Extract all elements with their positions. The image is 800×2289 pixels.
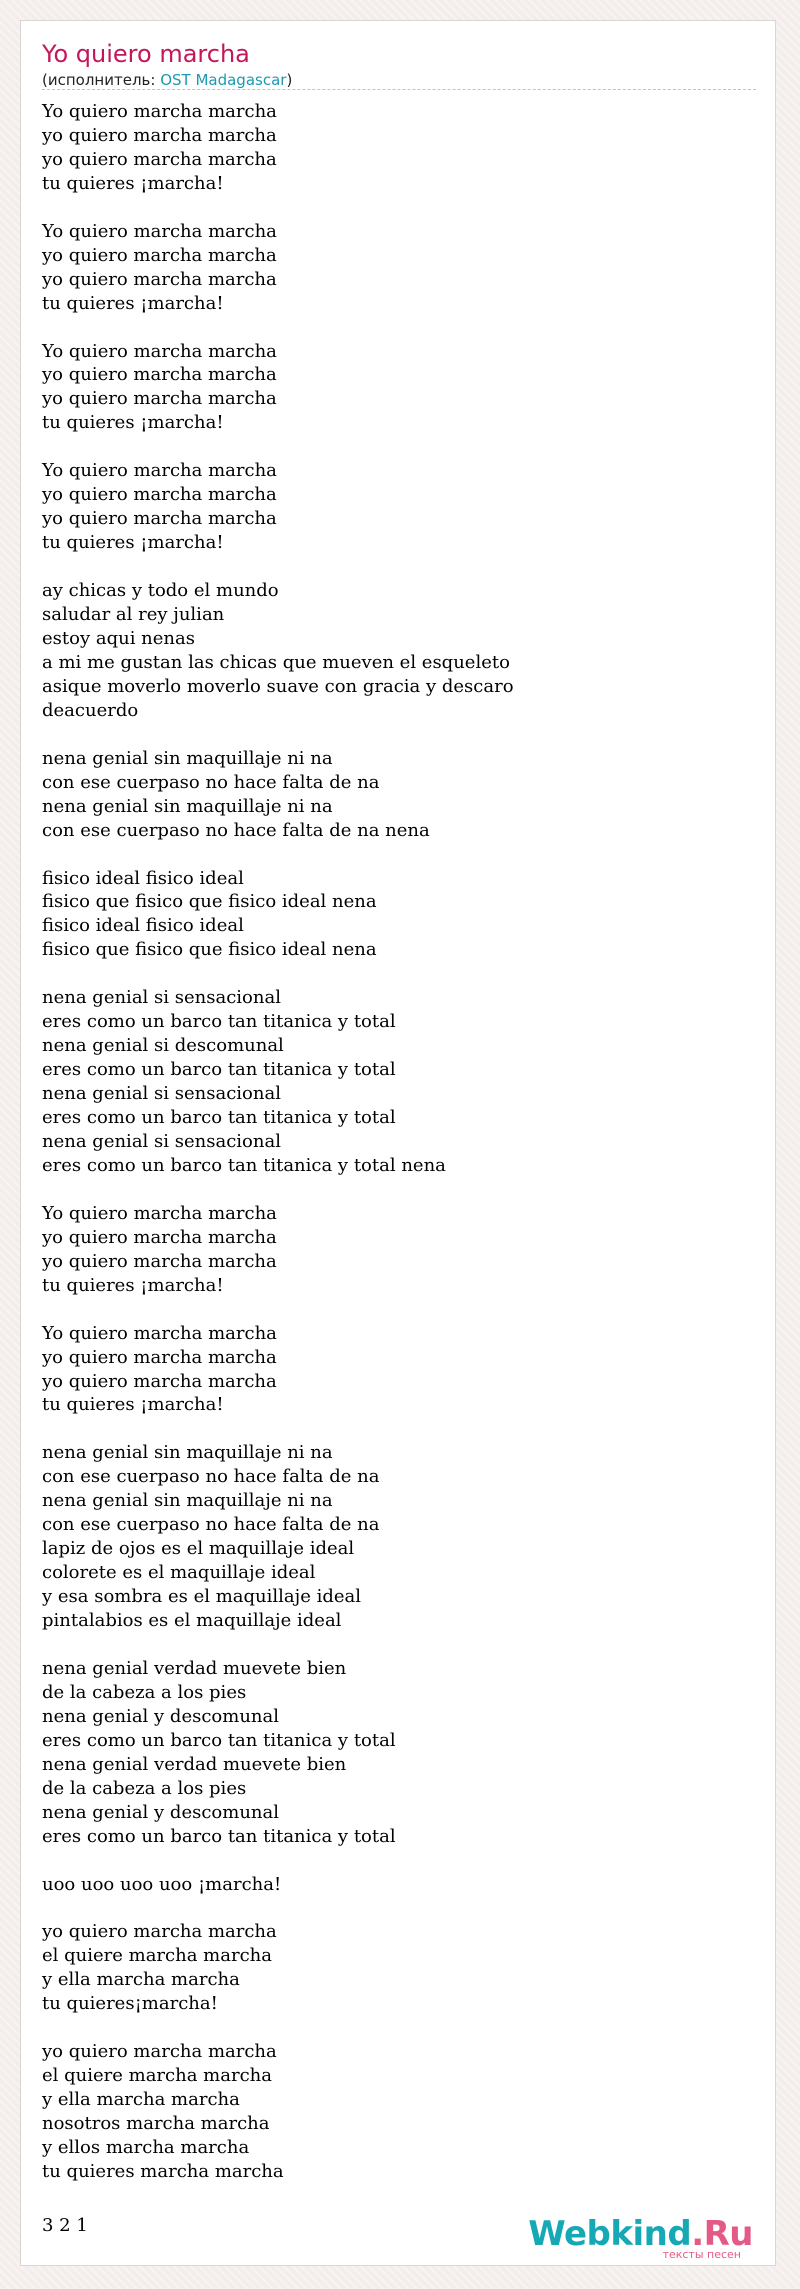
lyric-line: yo quiero marcha marcha	[42, 388, 277, 410]
lyric-line: de la cabeza a los pies	[42, 1777, 247, 1799]
lyric-line: Yo quiero marcha marcha	[42, 1322, 277, 1344]
lyric-line: fisico que fisico que fisico ideal nena	[42, 891, 377, 913]
lyric-line: ay chicas y todo el mundo	[42, 580, 279, 602]
lyric-line: a mi me gustan las chicas que mueven el esqueleto	[42, 651, 510, 673]
lyric-line: yo quiero marcha marcha	[42, 1370, 277, 1392]
lyric-line: el quiere marcha marcha	[42, 1945, 272, 1967]
lyric-line: tu quieres ¡marcha!	[42, 1274, 224, 1296]
lyric-line: con ese cuerpaso no hace falta de na nena	[42, 819, 430, 841]
lyric-line: Yo quiero marcha marcha	[42, 220, 277, 242]
lyric-line: saludar al rey julian	[42, 604, 225, 626]
lyric-line: eres como un barco tan titanica y total	[42, 1729, 396, 1751]
lyric-line: tu quieres ¡marcha!	[42, 412, 224, 434]
lyric-line: tu quieres ¡marcha!	[42, 1394, 224, 1416]
lyric-line: yo quiero marcha marcha	[42, 1346, 277, 1368]
lyric-line: yo quiero marcha marcha	[42, 124, 277, 146]
lyrics-card	[20, 20, 776, 2266]
artist-suffix: )	[286, 71, 293, 89]
lyric-line: con ese cuerpaso no hace falta de na	[42, 1514, 380, 1536]
lyric-line: eres como un barco tan titanica y total	[42, 1107, 396, 1129]
lyric-line: con ese cuerpaso no hace falta de na	[42, 1466, 380, 1488]
lyric-line: el quiere marcha marcha	[42, 2065, 272, 2087]
logo-wordmark	[528, 2216, 753, 2252]
lyric-line: yo quiero marcha marcha	[42, 1921, 277, 1943]
lyric-line: eres como un barco tan titanica y total nena	[42, 1154, 446, 1176]
lyric-line: pintalabios es el maquillaje ideal	[42, 1610, 342, 1632]
lyric-line: de la cabeza a los pies	[42, 1681, 247, 1703]
lyric-line: nena genial sin maquillaje ni na	[42, 1490, 333, 1512]
lyric-line: nena genial si sensacional	[42, 987, 281, 1009]
lyric-line: fisico que fisico que fisico ideal nena	[42, 939, 377, 961]
lyric-line: nena genial si sensacional	[42, 1083, 281, 1105]
lyric-line: yo quiero marcha marcha	[42, 148, 277, 170]
lyric-line: fisico ideal fisico ideal	[42, 867, 244, 889]
lyric-line: nena genial y descomunal	[42, 1801, 279, 1823]
lyric-line: yo quiero marcha marcha	[42, 364, 277, 386]
artist-prefix: (исполнитель:	[42, 71, 161, 89]
lyric-line: con ese cuerpaso no hace falta de na	[42, 771, 380, 793]
lyric-line: yo quiero marcha marcha	[42, 508, 277, 530]
lyric-line: nena genial verdad muevete bien	[42, 1753, 347, 1775]
lyric-line: eres como un barco tan titanica y total	[42, 1825, 396, 1847]
lyric-line: y ella marcha marcha	[42, 1969, 240, 1991]
lyric-line: yo quiero marcha marcha	[42, 244, 277, 266]
lyric-line: yo quiero marcha marcha	[42, 2041, 277, 2063]
lyric-line: y esa sombra es el maquillaje ideal	[42, 1586, 361, 1608]
lyric-line: nena genial sin maquillaje ni na	[42, 1442, 333, 1464]
lyric-line: yo quiero marcha marcha	[42, 1226, 277, 1248]
artist-line	[42, 70, 292, 90]
lyric-line: yo quiero marcha marcha	[42, 484, 277, 506]
lyric-line: lapiz de ojos es el maquillaje ideal	[42, 1538, 355, 1560]
lyric-line: y ella marcha marcha	[42, 2089, 240, 2111]
lyric-line: tu quieres¡marcha!	[42, 1993, 218, 2015]
lyric-line: eres como un barco tan titanica y total	[42, 1011, 396, 1033]
lyric-line: yo quiero marcha marcha	[42, 268, 277, 290]
lyric-line: fisico ideal fisico ideal	[42, 915, 244, 937]
lyric-line: nena genial si sensacional	[42, 1130, 281, 1152]
logo-tagline: тексты песен	[662, 2248, 741, 2261]
lyric-line: uoo uoo uoo uoo ¡marcha!	[42, 1873, 282, 1895]
artist-link[interactable]: OST Madagascar	[160, 71, 287, 89]
lyric-line: nena genial sin maquillaje ni na	[42, 747, 333, 769]
lyric-line: Yo quiero marcha marcha	[42, 101, 277, 122]
countdown-text: 3 2 1	[42, 2215, 88, 2236]
site-logo[interactable]	[528, 2216, 753, 2261]
lyric-line: deacuerdo	[42, 699, 139, 721]
lyric-line: colorete es el maquillaje ideal	[42, 1562, 316, 1584]
lyric-line: yo quiero marcha marcha	[42, 1250, 277, 1272]
lyric-line: asique moverlo moverlo suave con gracia y descaro	[42, 675, 514, 697]
lyric-line: nena genial sin maquillaje ni na	[42, 795, 333, 817]
lyric-line: nosotros marcha marcha	[42, 2113, 270, 2135]
lyric-line: tu quieres ¡marcha!	[42, 172, 224, 194]
song-title: Yo quiero marcha	[42, 40, 250, 68]
lyric-line: nena genial verdad muevete bien	[42, 1657, 347, 1679]
lyric-line: Yo quiero marcha marcha	[42, 1202, 277, 1224]
lyric-line: tu quieres ¡marcha!	[42, 292, 224, 314]
lyric-line: eres como un barco tan titanica y total	[42, 1059, 396, 1081]
lyric-line: tu quieres ¡marcha!	[42, 532, 224, 554]
title-divider	[42, 89, 756, 90]
logo-brand: Webkind	[528, 2214, 692, 2254]
lyrics-text	[42, 100, 756, 2184]
lyric-line: y ellos marcha marcha	[42, 2137, 250, 2159]
lyric-line: tu quieres marcha marcha	[42, 2160, 284, 2182]
lyric-line: nena genial y descomunal	[42, 1705, 279, 1727]
lyric-line: nena genial si descomunal	[42, 1035, 284, 1057]
lyric-line: Yo quiero marcha marcha	[42, 460, 277, 482]
lyric-line: Yo quiero marcha marcha	[42, 340, 277, 362]
lyric-line: estoy aqui nenas	[42, 627, 195, 649]
logo-tld: .Ru	[691, 2214, 753, 2254]
